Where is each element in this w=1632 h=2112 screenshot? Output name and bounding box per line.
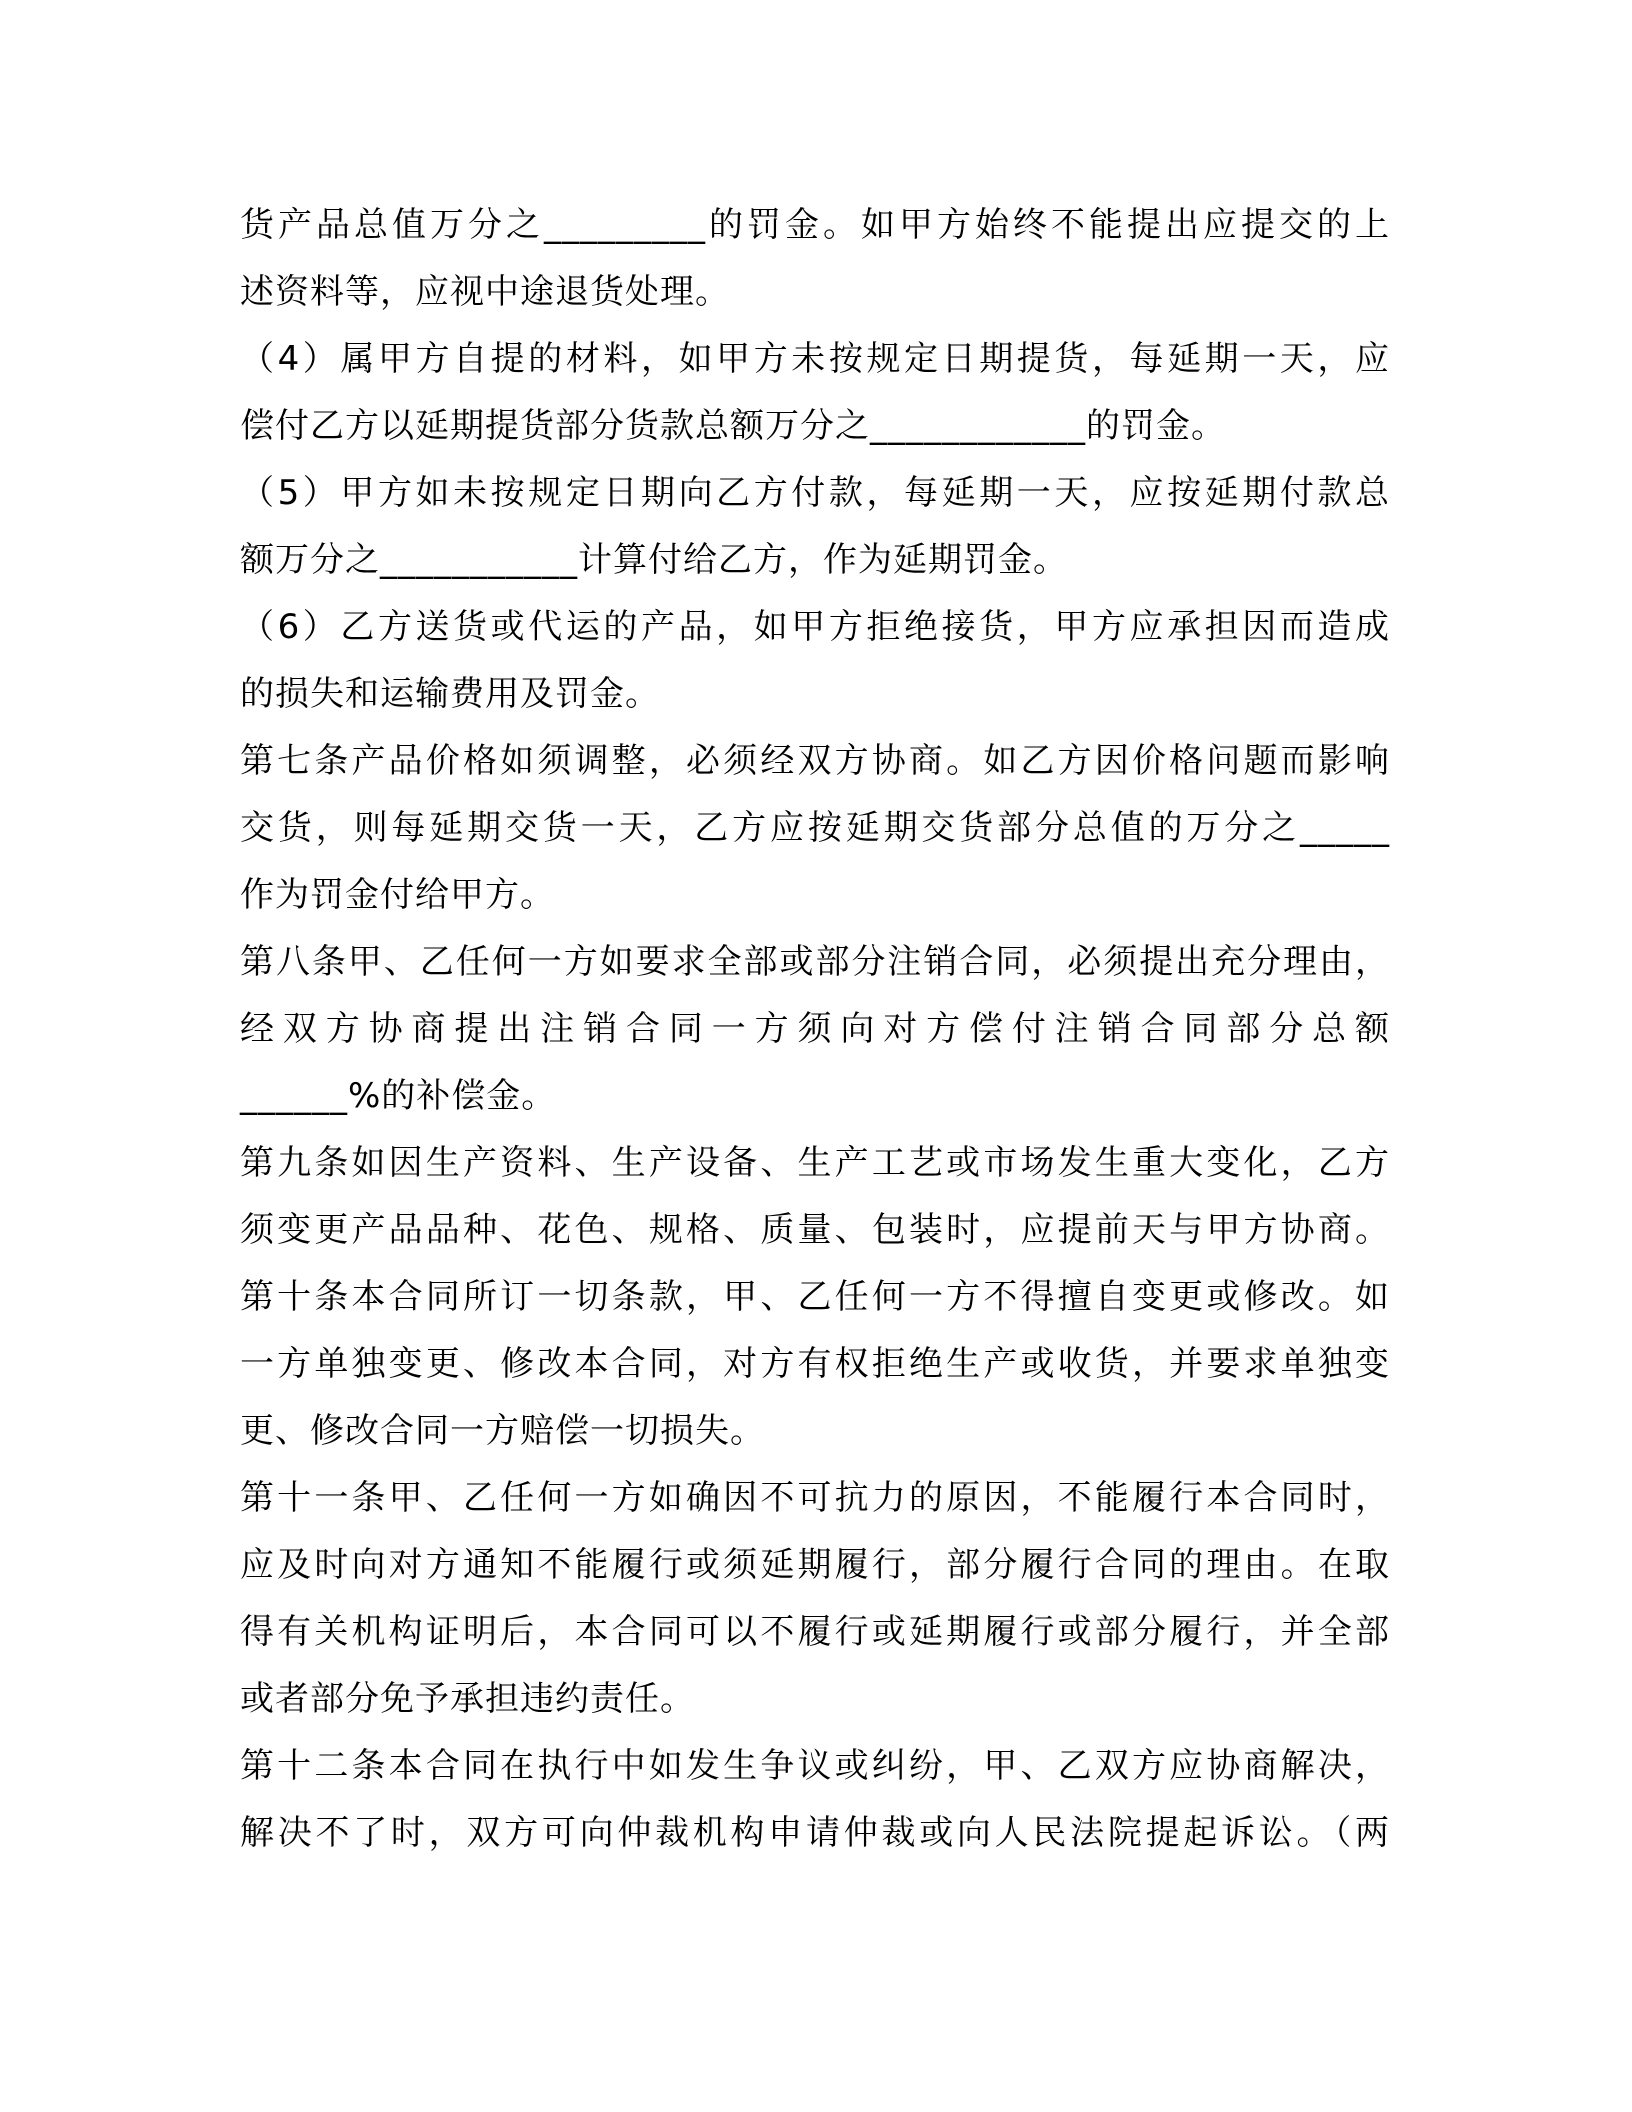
text-line: 经双方协商提出注销合同一方须向对方偿付注销合同部分总额 xyxy=(240,1009,1390,1049)
text-line: 更、修改合同一方赔偿一切损失。 xyxy=(240,1411,765,1451)
text-line: （6）乙方送货或代运的产品，如甲方拒绝接货，甲方应承担因而造成 xyxy=(240,607,1390,647)
text-line: 的损失和运输费用及罚金。 xyxy=(240,674,660,714)
text-line: 货产品总值万分之_________的罚金。如甲方始终不能提出应提交的上 xyxy=(240,205,1390,245)
text-line: 第十条本合同所订一切条款，甲、乙任何一方不得擅自变更或修改。如 xyxy=(240,1277,1390,1317)
text-line: 述资料等，应视中途退货处理。 xyxy=(240,272,730,312)
text-line: 应及时向对方通知不能履行或须延期履行，部分履行合同的理由。在取 xyxy=(240,1545,1390,1585)
text-line: 须变更产品品种、花色、规格、质量、包装时，应提前天与甲方协商。 xyxy=(240,1210,1390,1250)
text-line: 第七条产品价格如须调整，必须经双方协商。如乙方因价格问题而影响 xyxy=(240,741,1390,781)
contract-body xyxy=(240,192,1390,1867)
text-line: 第九条如因生产资料、生产设备、生产工艺或市场发生重大变化，乙方 xyxy=(240,1143,1390,1183)
text-line: 第十一条甲、乙任何一方如确因不可抗力的原因，不能履行本合同时， xyxy=(240,1478,1390,1518)
text-line: 解决不了时，双方可向仲裁机构申请仲裁或向人民法院提起诉讼。（两 xyxy=(240,1813,1390,1853)
text-line: （5）甲方如未按规定日期向乙方付款，每延期一天，应按延期付款总 xyxy=(240,473,1390,513)
text-line: 或者部分免予承担违约责任。 xyxy=(240,1679,695,1719)
text-line: 一方单独变更、修改本合同，对方有权拒绝生产或收货，并要求单独变 xyxy=(240,1344,1390,1384)
text-line: 第十二条本合同在执行中如发生争议或纠纷，甲、乙双方应协商解决， xyxy=(240,1746,1390,1786)
text-line: 交货，则每延期交货一天，乙方应按延期交货部分总值的万分之_____ xyxy=(240,808,1390,848)
text-line: 偿付乙方以延期提货部分货款总额万分之____________的罚金。 xyxy=(240,406,1226,446)
text-line: ______%的补偿金。 xyxy=(240,1076,557,1116)
text-line: 作为罚金付给甲方。 xyxy=(240,875,555,915)
text-line: 得有关机构证明后，本合同可以不履行或延期履行或部分履行，并全部 xyxy=(240,1612,1390,1652)
text-line: 第八条甲、乙任何一方如要求全部或部分注销合同，必须提出充分理由， xyxy=(240,942,1390,982)
text-line: 额万分之___________计算付给乙方，作为延期罚金。 xyxy=(240,540,1068,580)
text-line: （4）属甲方自提的材料，如甲方未按规定日期提货，每延期一天，应 xyxy=(240,339,1390,379)
